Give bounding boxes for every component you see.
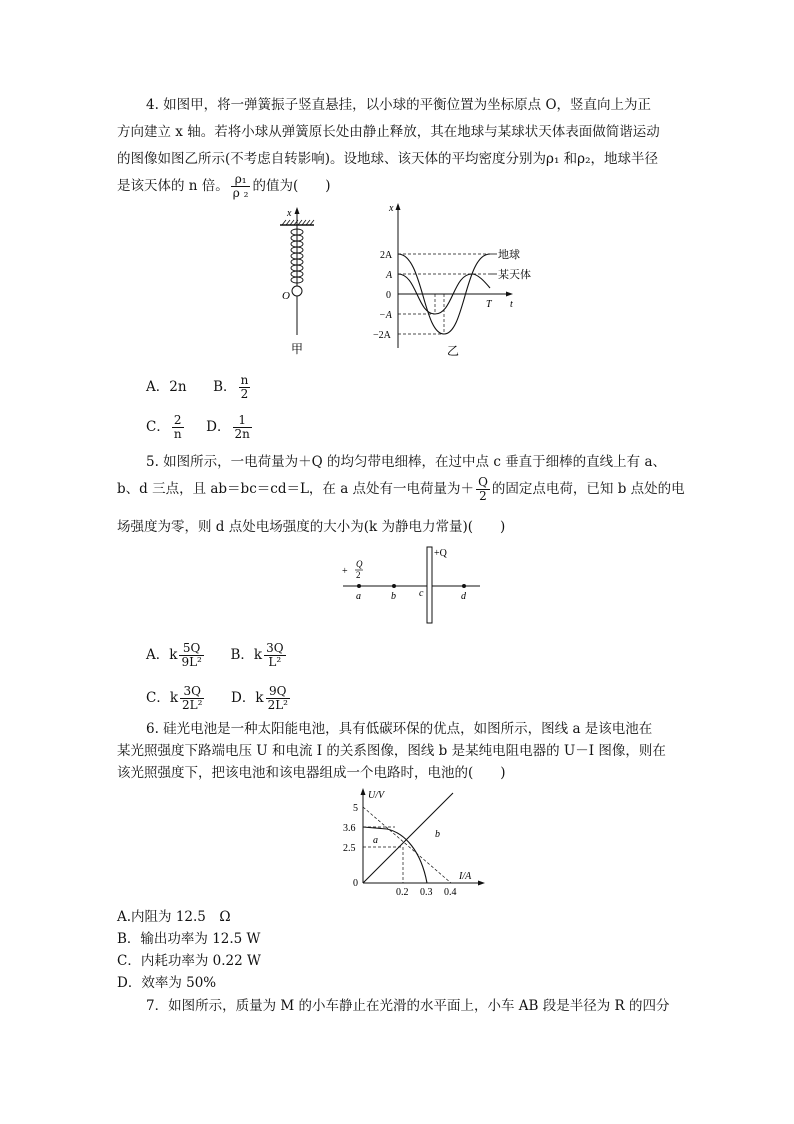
q4-option-b-den: 2 <box>239 387 251 401</box>
q5-option-b[interactable] <box>230 641 287 669</box>
q6-line-2: 某光照强度下路端电压 U 和电流 I 的关系图像，图线 b 是某纯电阻电器的 U－I 图像，则在 <box>117 743 666 759</box>
q5-option-d-k: k <box>255 690 264 706</box>
q5-options-row-1 <box>146 640 288 670</box>
q4-figure-jia <box>270 205 330 360</box>
q5-option-c-k: k <box>169 690 179 706</box>
yi-tick-a: A <box>386 270 393 281</box>
q4-option-d-label: D． <box>206 419 231 435</box>
q5-label-b: b <box>391 591 396 602</box>
yi-tick-neg-2a: −2A <box>373 330 391 341</box>
q5-options-row-2 <box>146 683 292 713</box>
q5-option-a[interactable] <box>146 641 206 669</box>
q5-option-c[interactable] <box>146 684 206 712</box>
q6-xtick-0-2: 0.2 <box>396 887 409 898</box>
yi-period-label: T <box>486 299 492 310</box>
q5-line-2-tail: 的固定点电荷，已知 b 点处的电 <box>491 481 685 497</box>
q5-charge-den: 2 <box>479 489 487 503</box>
q4-ratio-num: ρ₁ <box>231 173 251 187</box>
q6-option-c[interactable]: C．内耗功率为 0.22 W <box>117 953 261 969</box>
q4-option-b-label: B． <box>213 379 237 395</box>
q6-line-1: 6. 硅光电池是一种太阳能电池，具有低碳环保的优点，如图所示，图线 a 是该电池在 <box>146 721 653 737</box>
q6-figure <box>335 785 495 900</box>
q5-option-c-label: C． <box>146 690 170 706</box>
q4-figure-yi <box>365 200 540 360</box>
q5-option-b-den: L² <box>268 655 282 669</box>
q6-ytick-5: 5 <box>353 803 358 814</box>
q6-option-a[interactable]: A.内阻为 12.5 Ω <box>117 909 231 925</box>
q5-option-b-k: k <box>253 647 263 663</box>
q4-option-d-den: 2n <box>234 427 250 441</box>
q5-label-d: d <box>461 591 466 602</box>
q6-curve-a-label: a <box>373 835 378 846</box>
q6-ytick-3-6: 3.6 <box>343 823 356 834</box>
q4-option-d[interactable] <box>206 413 254 441</box>
jia-x-label: x <box>287 208 292 219</box>
q6-option-b[interactable]: B．输出功率为 12.5 W <box>117 931 261 947</box>
q5-rod <box>427 547 432 623</box>
q5-label-a: a <box>356 591 361 602</box>
q6-line-b-label: b <box>435 829 440 840</box>
q4-option-b[interactable] <box>213 373 252 401</box>
q5-rod-label: +Q <box>434 548 447 559</box>
q5-option-a-den: 9L² <box>181 655 202 669</box>
yi-x-label: t <box>510 299 513 310</box>
q4-option-c-label: C． <box>146 419 170 435</box>
q5-line-2-text: b、d 三点，且 ab＝bc＝cd＝L，在 a 点处有一电荷量为＋ <box>117 481 475 497</box>
yi-x-arrow <box>506 292 513 297</box>
q6-y-label: U/V <box>368 790 385 801</box>
q4-option-c[interactable] <box>146 413 186 441</box>
q6-ytick-2-5: 2.5 <box>343 843 356 854</box>
q4-option-d-num: 1 <box>233 414 252 428</box>
q5-option-a-k: k <box>169 647 178 663</box>
q5-option-b-num: 3Q <box>266 641 284 655</box>
q4-option-a[interactable] <box>146 379 187 395</box>
q5-line-2 <box>117 474 685 504</box>
q5-option-b-label: B． <box>230 647 254 663</box>
yi-y-label: x <box>389 203 394 214</box>
yi-tick-neg-a: −A <box>379 310 392 321</box>
q4-option-b-num: n <box>240 373 249 387</box>
q4-line-2: 方向建立 x 轴。若将小球从弹簧原长处由静止释放，其在地球与某球状天体表面做简谐运动 <box>117 124 660 140</box>
jia-ball <box>292 286 302 296</box>
q4-options-row-2 <box>146 414 254 441</box>
q4-ratio-den: ρ ₂ <box>232 186 249 200</box>
q5-option-d-den: 2L² <box>267 698 288 712</box>
q4-line-3: 的图像如图乙所示(不考虑自转影响)。设地球、该天体的平均密度分别为ρ₁ 和ρ₂，地球半径 <box>117 151 659 167</box>
jia-origin-label: O <box>282 290 290 302</box>
q5-point-charge-sign: + <box>342 566 348 577</box>
q5-line-1: 5. 如图所示，一电荷量为＋Q 的均匀带电细棒，在过中点 c 垂直于细棒的直线上有 a、 <box>146 454 667 470</box>
q4-line-4-text: 是该天体的 n 倍。 <box>117 178 229 194</box>
q5-point-charge-num: Q <box>356 559 363 569</box>
q4-option-c-num: 2 <box>172 414 184 428</box>
q6-ytick-0: 0 <box>353 878 358 889</box>
q5-option-d-label: D． <box>231 690 256 706</box>
jia-x-arrow <box>295 207 300 214</box>
q5-line-3: 场强度为零，则 d 点处电场强度的大小为(k 为静电力常量)( ) <box>117 519 506 535</box>
q5-point-charge-den: 2 <box>356 570 361 580</box>
q6-xtick-0-4: 0.4 <box>444 887 457 898</box>
q5-label-c: c <box>419 588 424 599</box>
yi-tick-2a: 2A <box>380 250 393 261</box>
q4-line-4-tail: 的值为( ) <box>252 178 331 194</box>
yi-legend-body: 某天体 <box>498 269 531 281</box>
q6-x-arrow <box>478 881 485 886</box>
q4-ratio-fraction <box>231 173 251 200</box>
q5-option-c-num: 3Q <box>180 685 204 699</box>
q5-point-a <box>357 584 361 588</box>
q6-option-d[interactable]: D．效率为 50% <box>117 975 217 991</box>
q5-point-d <box>462 584 466 588</box>
q6-x-label: I/A <box>459 871 472 882</box>
yi-tick-0: 0 <box>386 290 391 301</box>
q5-option-a-num: 5Q <box>179 642 203 656</box>
yi-y-arrow <box>396 203 401 210</box>
q5-option-c-den: 2L² <box>182 698 203 712</box>
q5-option-a-label: A． <box>146 647 170 663</box>
q7-line-1: 7．如图所示，质量为 M 的小车静止在光滑的水平面上，小车 AB 段是半径为 R 的四分 <box>146 998 670 1014</box>
q5-point-b <box>392 584 396 588</box>
q5-charge-num: Q <box>478 475 488 489</box>
q5-option-d[interactable] <box>231 684 292 712</box>
q5-option-d-num: 9Q <box>266 685 290 699</box>
yi-caption: 乙 <box>447 344 460 358</box>
q4-line-4 <box>117 171 331 201</box>
q4-option-a-text: 2n <box>169 379 187 395</box>
q4-option-a-label: A． <box>146 379 170 395</box>
q6-xtick-0-3: 0.3 <box>420 887 433 898</box>
jia-caption: 甲 <box>291 342 304 356</box>
q6-y-arrow <box>361 788 366 795</box>
q6-line-3: 该光照强度下，把该电池和该电器组成一个电路时，电池的( ) <box>117 765 506 781</box>
q5-figure <box>335 545 485 625</box>
q4-options-row-1 <box>146 374 252 401</box>
yi-legend-earth: 地球 <box>498 249 520 261</box>
q4-line-1: 4. 如图甲，将一弹簧振子竖直悬挂，以小球的平衡位置为坐标原点 O，竖直向上为正 <box>146 97 652 113</box>
q4-option-c-den: n <box>173 427 182 441</box>
